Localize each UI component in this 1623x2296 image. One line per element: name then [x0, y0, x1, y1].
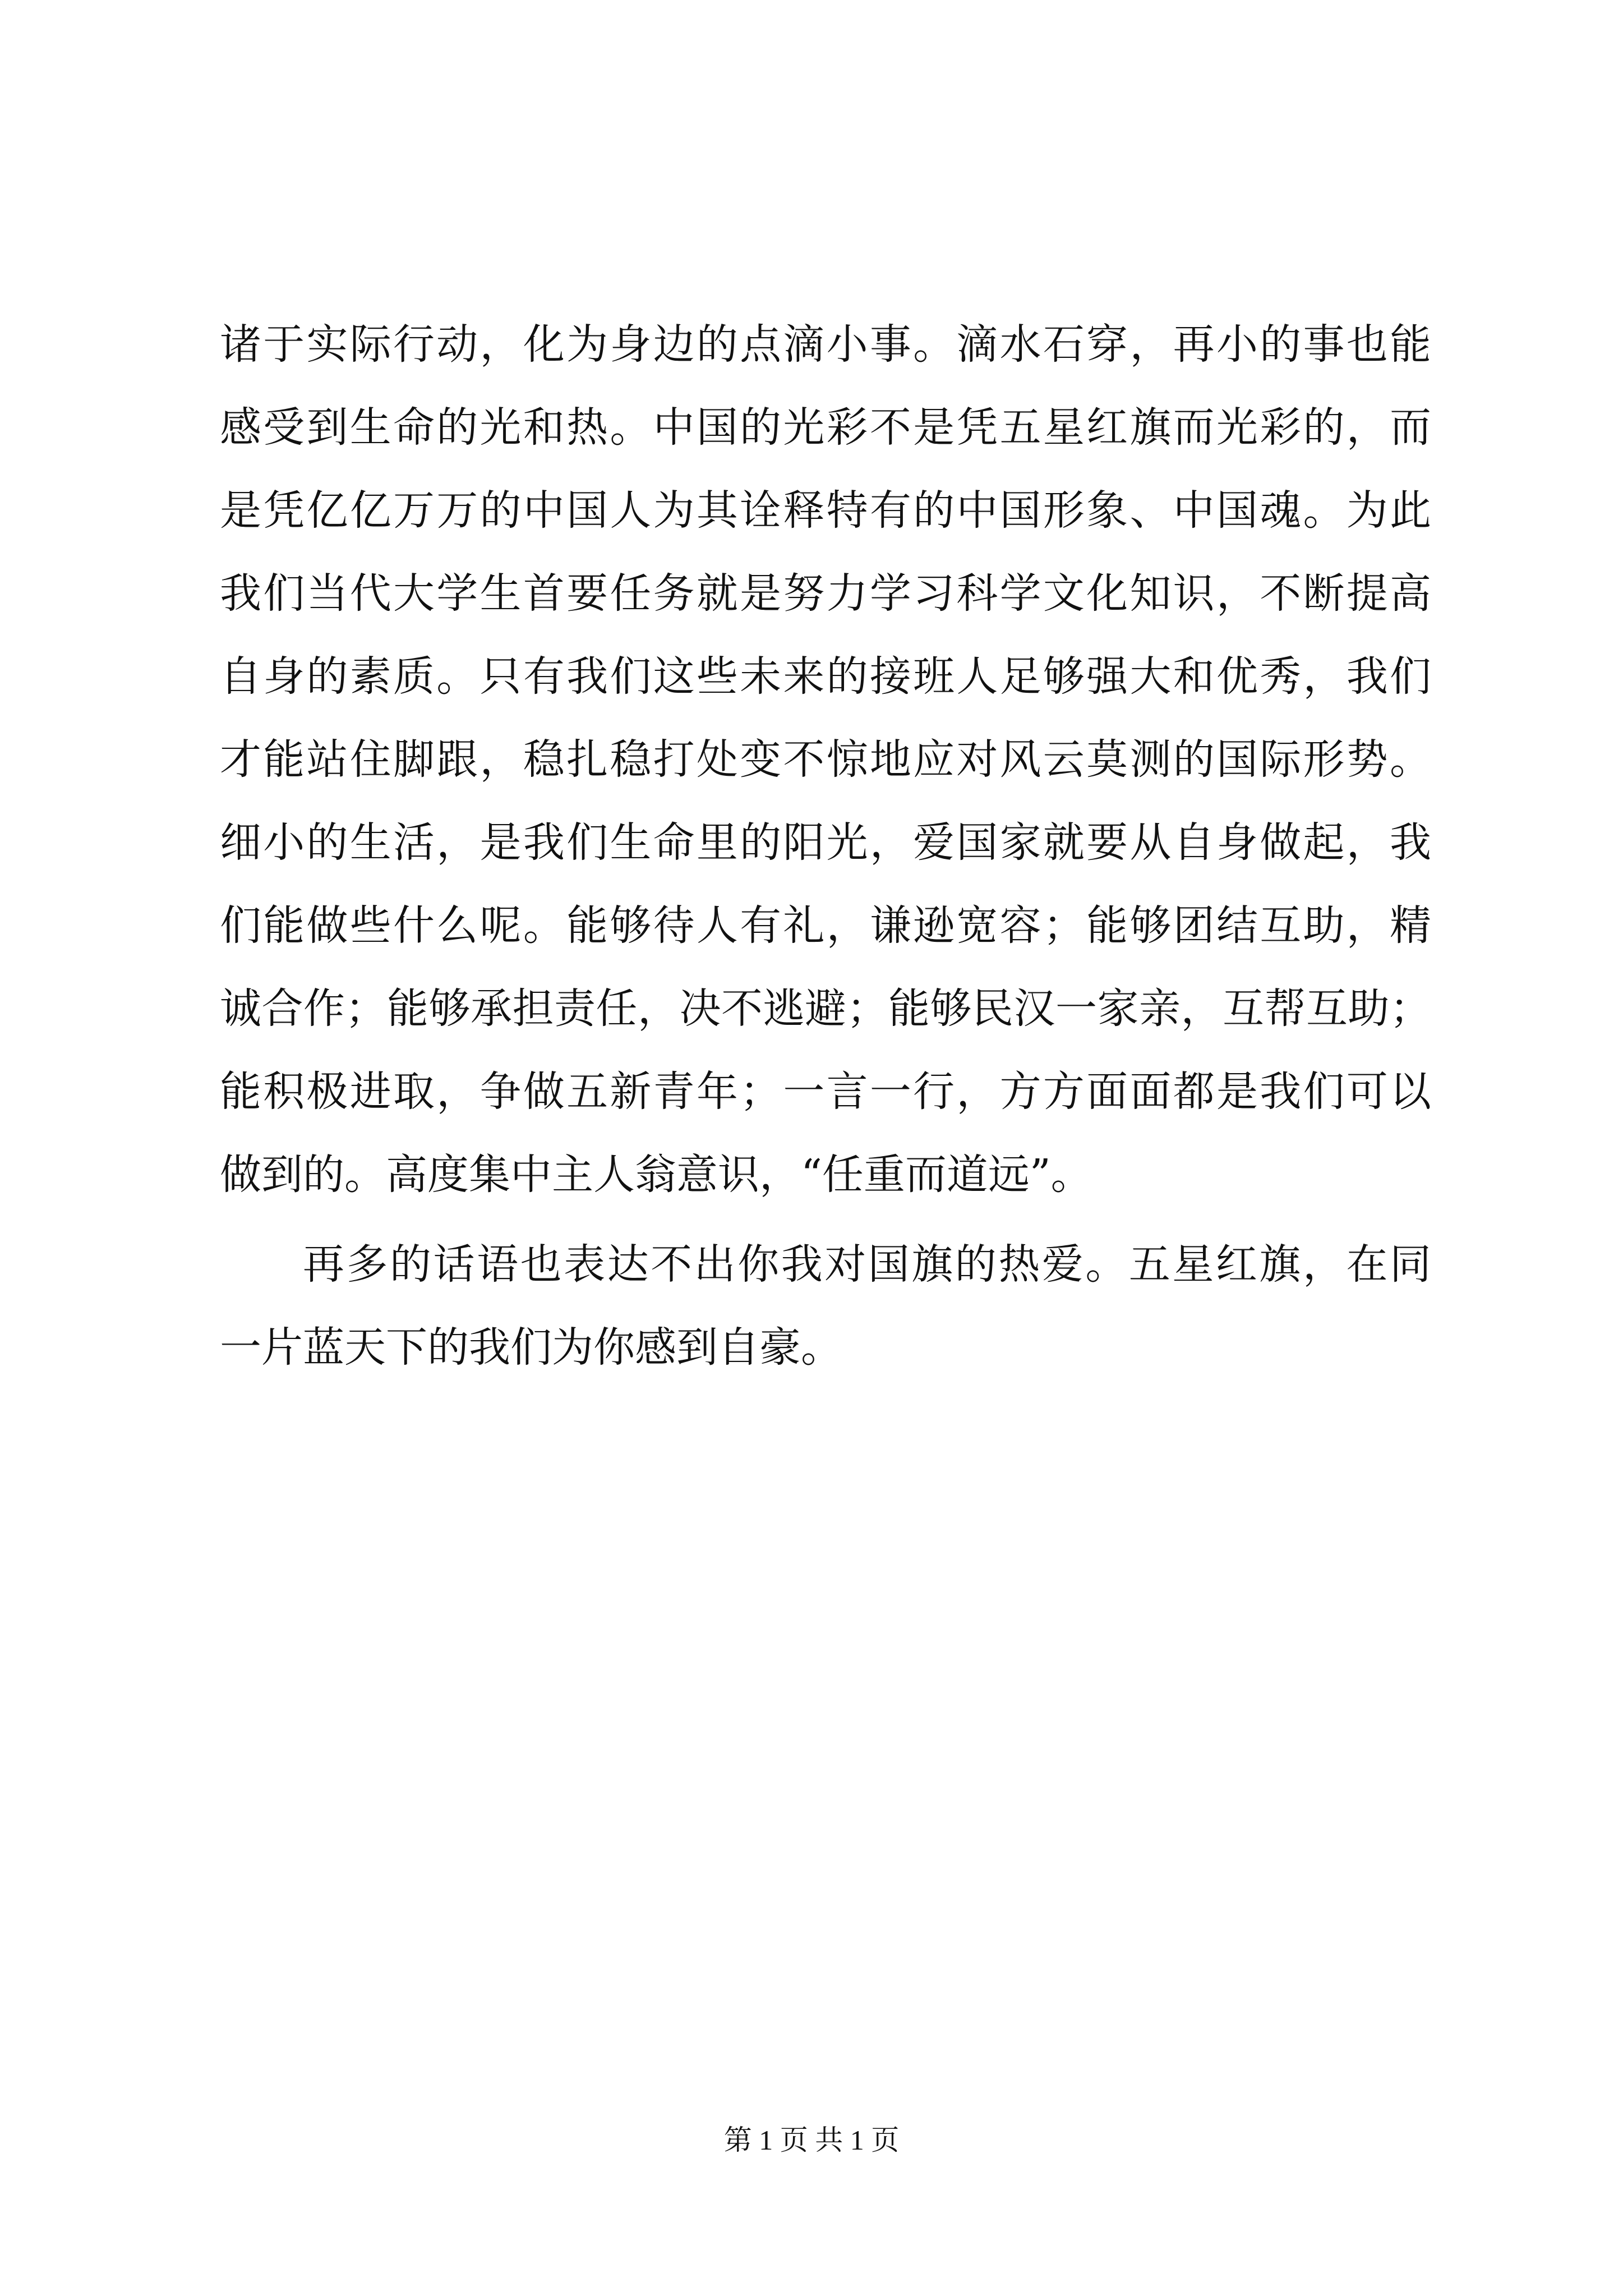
paragraph-2	[220, 1223, 1431, 1389]
text-line: 诸于实际行动，化为身边的点滴小事。滴水石穿，再小的事也能	[220, 320, 1431, 369]
text-line: 们能做些什么呢。能够待人有礼，谦逊宽容；能够团结互助，精	[220, 901, 1431, 950]
text-line: 细小的生活，是我们生命里的阳光，爱国家就要从自身做起，我	[220, 818, 1431, 867]
paragraph-1	[220, 303, 1431, 1216]
text-line: 才能站住脚跟，稳扎稳打处变不惊地应对风云莫测的国际形势。	[220, 735, 1431, 784]
paragraph-gap	[220, 1216, 1431, 1223]
text-line: 再多的话语也表达不出你我对国旗的热爱。五星红旗，在同	[303, 1240, 1431, 1289]
document-body	[220, 303, 1431, 1389]
text-line: 自身的素质。只有我们这些未来的接班人足够强大和优秀，我们	[220, 652, 1431, 701]
page-number: 第 1 页 共 1 页	[723, 2124, 900, 2156]
text-line: 感受到生命的光和热。中国的光彩不是凭五星红旗而光彩的，而	[220, 403, 1431, 452]
text-line: 我们当代大学生首要任务就是努力学习科学文化知识，不断提高	[220, 569, 1431, 618]
text-line: 一片蓝天下的我们为你感到自豪。	[220, 1323, 842, 1372]
text-line: 诚合作；能够承担责任，决不逃避；能够民汉一家亲，互帮互助；	[220, 984, 1431, 1033]
text-line: 能积极进取，争做五新青年；一言一行，方方面面都是我们可以	[220, 1068, 1431, 1116]
text-line: 做到的。高度集中主人翁意识，“任重而道远”。	[220, 1151, 1092, 1199]
text-line: 是凭亿亿万万的中国人为其诠释特有的中国形象、中国魂。为此	[220, 486, 1431, 535]
